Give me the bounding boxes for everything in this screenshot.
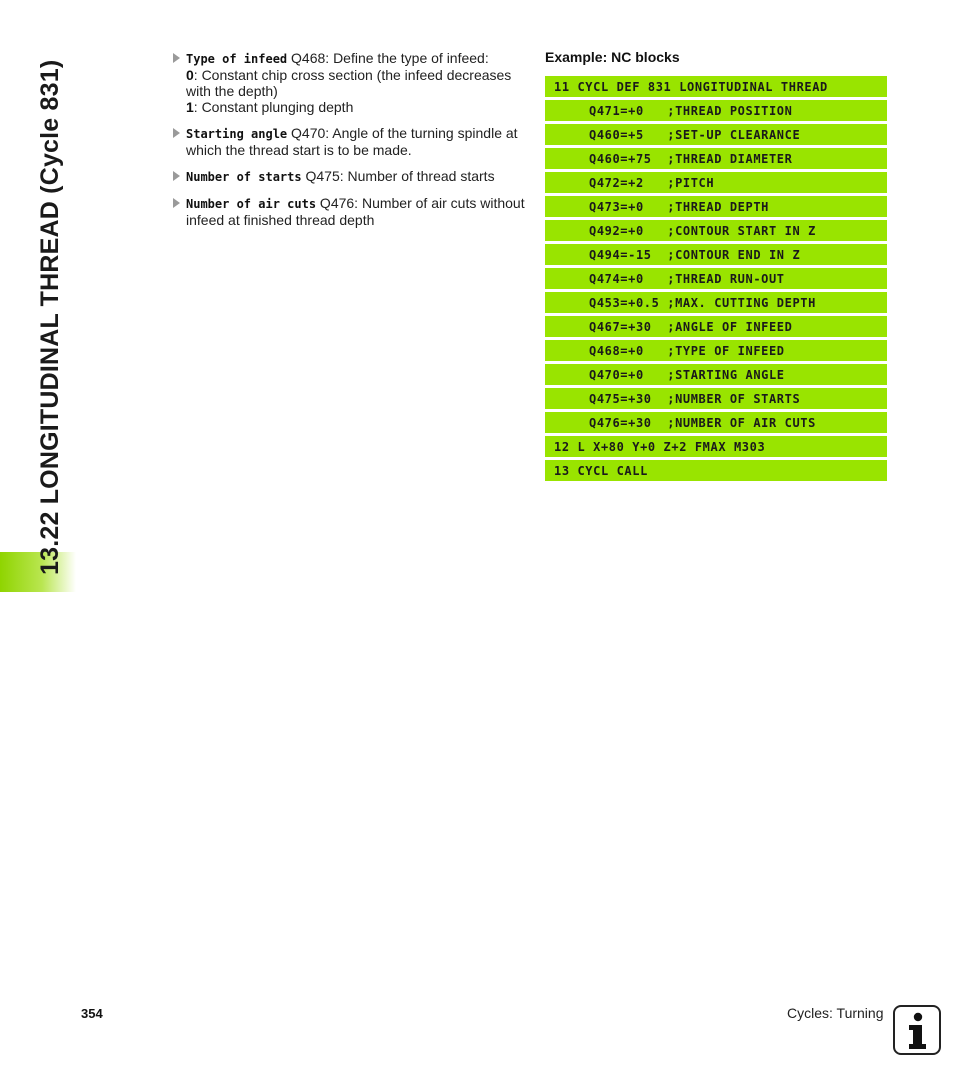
arrow-bullet-icon — [173, 198, 180, 208]
param-description: Q475: Number of thread starts — [301, 168, 495, 184]
chapter-side-tab — [0, 0, 76, 592]
param-number-of-starts — [172, 168, 532, 185]
info-icon — [893, 1005, 941, 1055]
example-heading: Example: NC blocks — [545, 49, 680, 65]
nc-block: 13 CYCL CALL — [545, 460, 887, 481]
option-code: 1 — [186, 99, 194, 115]
page-number: 354 — [81, 1006, 103, 1021]
nc-block: Q475=+30 ;NUMBER OF STARTS — [545, 388, 887, 409]
param-keyword: Type of infeed — [186, 52, 288, 66]
arrow-bullet-icon — [173, 128, 180, 138]
nc-block: Q453=+0.5 ;MAX. CUTTING DEPTH — [545, 292, 887, 313]
nc-block: Q494=-15 ;CONTOUR END IN Z — [545, 244, 887, 265]
param-description: Q476: Number of air cuts without infeed at finished thread depth — [186, 195, 525, 228]
nc-block: Q476=+30 ;NUMBER OF AIR CUTS — [545, 412, 887, 433]
param-starting-angle — [172, 125, 532, 158]
option-text: : Constant chip cross section (the infeed decreases with the depth) — [186, 67, 512, 99]
param-type-of-infeed — [172, 50, 532, 115]
nc-block: Q474=+0 ;THREAD RUN-OUT — [545, 268, 887, 289]
nc-block-list — [545, 76, 887, 484]
param-keyword: Number of starts — [186, 170, 302, 184]
param-keyword: Number of air cuts — [186, 197, 317, 211]
option-text: : Constant plunging depth — [193, 99, 354, 115]
option-code: 0 — [186, 67, 194, 83]
parameter-list — [172, 50, 532, 238]
nc-block: Q471=+0 ;THREAD POSITION — [545, 100, 887, 121]
param-keyword: Starting angle — [186, 127, 288, 141]
param-number-of-air-cuts — [172, 195, 532, 228]
nc-block: Q492=+0 ;CONTOUR START IN Z — [545, 220, 887, 241]
nc-block: Q467=+30 ;ANGLE OF INFEED — [545, 316, 887, 337]
arrow-bullet-icon — [173, 53, 180, 63]
nc-block: Q472=+2 ;PITCH — [545, 172, 887, 193]
arrow-bullet-icon — [173, 171, 180, 181]
nc-block: Q470=+0 ;STARTING ANGLE — [545, 364, 887, 385]
nc-block: 11 CYCL DEF 831 LONGITUDINAL THREAD — [545, 76, 887, 97]
nc-block: Q460=+5 ;SET-UP CLEARANCE — [545, 124, 887, 145]
nc-block: Q473=+0 ;THREAD DEPTH — [545, 196, 887, 217]
footer-section-title: Cycles: Turning — [787, 1005, 884, 1021]
nc-block: Q460=+75 ;THREAD DIAMETER — [545, 148, 887, 169]
param-description: Q468: Define the type of infeed: — [287, 50, 489, 66]
nc-block: 12 L X+80 Y+0 Z+2 FMAX M303 — [545, 436, 887, 457]
nc-block: Q468=+0 ;TYPE OF INFEED — [545, 340, 887, 361]
chapter-title: 13.22 LONGITUDINAL THREAD (Cycle 831) — [36, 59, 64, 575]
param-description: Q470: Angle of the turning spindle at which the thread start is to be made. — [186, 125, 518, 158]
